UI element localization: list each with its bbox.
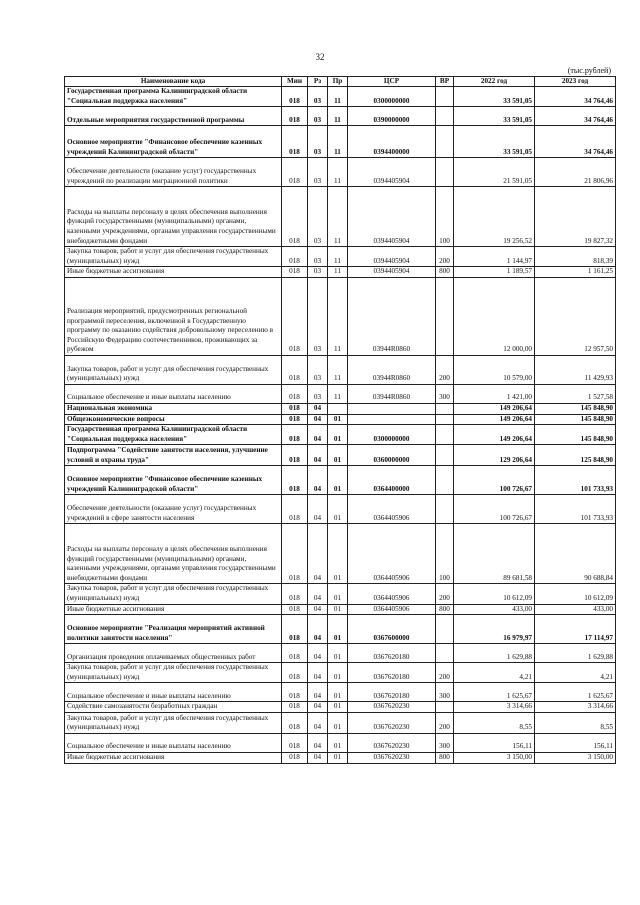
row-2022: 21 591,05	[454, 158, 535, 187]
table-row	[65, 702, 616, 713]
table-row	[65, 733, 616, 752]
row-pr: 01	[328, 615, 348, 644]
row-vr: 200	[436, 712, 454, 733]
table-row	[65, 384, 616, 403]
row-name: Государственная программа Калининградской области "Социальная поддержка населения"	[65, 425, 282, 445]
units-label: (тыс.рублей)	[567, 66, 611, 75]
row-csr: 0367600000	[348, 615, 436, 644]
row-csr: 0367620180	[348, 644, 436, 663]
row-2022: 3 314,66	[454, 702, 535, 713]
row-pr: 11	[328, 355, 348, 384]
row-vr: 800	[436, 267, 454, 278]
row-csr: 0364405906	[348, 524, 436, 584]
row-2023: 21 806,96	[535, 158, 616, 187]
row-pr: 01	[328, 445, 348, 466]
row-rz: 04	[308, 752, 328, 763]
row-min: 018	[282, 466, 308, 495]
row-rz: 03	[308, 267, 328, 278]
row-min: 018	[282, 615, 308, 644]
table-row	[65, 355, 616, 384]
row-rz: 03	[308, 87, 328, 107]
row-2023: 1 161,25	[535, 267, 616, 278]
row-name: Социальное обеспечение и иные выплаты населению	[65, 683, 282, 702]
row-csr: 0394400000	[348, 126, 436, 158]
row-2023: 10 612,09	[535, 584, 616, 604]
row-rz: 03	[308, 158, 328, 187]
row-min: 018	[282, 683, 308, 702]
row-2022: 129 206,64	[454, 445, 535, 466]
table-row	[65, 663, 616, 683]
row-rz: 04	[308, 466, 328, 495]
row-vr: 100	[436, 187, 454, 247]
row-name: Закупка товаров, работ и услуг для обеспечения государственных (муниципальных) нужд	[65, 712, 282, 733]
row-pr: 11	[328, 158, 348, 187]
row-name: Социальное обеспечение и иные выплаты населению	[65, 384, 282, 403]
row-csr: 03944R0860	[348, 277, 436, 355]
row-name: Общеэкономические вопросы	[65, 414, 282, 425]
row-pr: 11	[328, 247, 348, 267]
row-name: Иные бюджетные ассигнования	[65, 752, 282, 763]
row-pr: 01	[328, 663, 348, 683]
table-row	[65, 445, 616, 466]
row-2022: 33 591,05	[454, 87, 535, 107]
table-row	[65, 712, 616, 733]
table-row	[65, 247, 616, 267]
row-name: Отдельные мероприятия государственной программы	[65, 107, 282, 126]
row-rz: 03	[308, 187, 328, 247]
row-csr: 0367620230	[348, 752, 436, 763]
table-row	[65, 403, 616, 414]
row-vr: 100	[436, 524, 454, 584]
table-row	[65, 277, 616, 355]
row-min: 018	[282, 414, 308, 425]
row-rz: 03	[308, 126, 328, 158]
row-min: 018	[282, 712, 308, 733]
header-min: Мин	[282, 77, 308, 87]
table-row	[65, 425, 616, 445]
header-rz: Рз	[308, 77, 328, 87]
row-2022: 33 591,05	[454, 107, 535, 126]
row-vr	[436, 107, 454, 126]
row-name: Национальная экономика	[65, 403, 282, 414]
row-min: 018	[282, 126, 308, 158]
row-2022: 33 591,05	[454, 126, 535, 158]
row-pr: 01	[328, 414, 348, 425]
row-rz: 03	[308, 355, 328, 384]
row-name: Содействие самозанятости безработных граждан	[65, 702, 282, 713]
row-pr: 01	[328, 604, 348, 615]
row-name: Реализация мероприятий, предусмотренных региональной программой переселения, включенной в Государственную программу по оказанию содействия добровольному переселению в Российскую Федерацию соотечественников, проживающих за рубежом	[65, 277, 282, 355]
row-2023: 1 629,88	[535, 644, 616, 663]
row-min: 018	[282, 267, 308, 278]
row-2023: 125 848,90	[535, 445, 616, 466]
row-vr: 300	[436, 384, 454, 403]
row-name: Организация проведения оплачиваемых общественных работ	[65, 644, 282, 663]
row-vr	[436, 702, 454, 713]
row-min: 018	[282, 733, 308, 752]
table-row	[65, 752, 616, 763]
row-rz: 03	[308, 384, 328, 403]
row-csr: 0360000000	[348, 445, 436, 466]
row-name: Иные бюджетные ассигнования	[65, 267, 282, 278]
header-2022: 2022 год	[454, 77, 535, 87]
row-pr: 11	[328, 126, 348, 158]
row-2022: 149 206,64	[454, 425, 535, 445]
row-rz: 04	[308, 733, 328, 752]
row-2022: 19 256,52	[454, 187, 535, 247]
row-csr: 0367620230	[348, 702, 436, 713]
row-csr: 0300000000	[348, 87, 436, 107]
budget-table	[64, 76, 616, 764]
row-name: Закупка товаров, работ и услуг для обеспечения государственных (муниципальных) нужд	[65, 584, 282, 604]
row-2023: 12 957,50	[535, 277, 616, 355]
row-vr	[436, 87, 454, 107]
row-2023: 101 733,93	[535, 466, 616, 495]
row-2023: 433,00	[535, 604, 616, 615]
row-2023: 145 848,90	[535, 425, 616, 445]
row-rz: 04	[308, 615, 328, 644]
table-row	[65, 644, 616, 663]
table-row	[65, 466, 616, 495]
row-vr	[436, 615, 454, 644]
row-min: 018	[282, 584, 308, 604]
row-2023: 11 429,93	[535, 355, 616, 384]
row-2022: 12 000,00	[454, 277, 535, 355]
row-pr: 11	[328, 187, 348, 247]
row-rz: 04	[308, 663, 328, 683]
row-2022: 8,55	[454, 712, 535, 733]
row-2023: 3 314,66	[535, 702, 616, 713]
row-min: 018	[282, 445, 308, 466]
header-2023: 2023 год	[535, 77, 616, 87]
row-vr: 800	[436, 752, 454, 763]
row-csr: 0364400000	[348, 466, 436, 495]
row-name: Обеспечение деятельности (оказание услуг) государственных учреждений в сфере занятости населения	[65, 495, 282, 524]
table-row	[65, 107, 616, 126]
row-2022: 10 579,00	[454, 355, 535, 384]
row-2022: 156,11	[454, 733, 535, 752]
row-pr: 01	[328, 683, 348, 702]
row-min: 018	[282, 663, 308, 683]
row-2023: 818,39	[535, 247, 616, 267]
row-vr	[436, 644, 454, 663]
row-pr	[328, 403, 348, 414]
row-csr: 0367620230	[348, 712, 436, 733]
row-2022: 1 189,57	[454, 267, 535, 278]
row-2023: 34 764,46	[535, 107, 616, 126]
row-name: Закупка товаров, работ и услуг для обеспечения государственных (муниципальных) нужд	[65, 247, 282, 267]
row-min: 018	[282, 158, 308, 187]
row-min: 018	[282, 403, 308, 414]
row-2022: 1 629,88	[454, 644, 535, 663]
row-rz: 04	[308, 683, 328, 702]
row-name: Социальное обеспечение и иные выплаты населению	[65, 733, 282, 752]
row-2022: 1 421,00	[454, 384, 535, 403]
row-rz: 03	[308, 107, 328, 126]
row-rz: 03	[308, 277, 328, 355]
row-vr	[436, 414, 454, 425]
row-csr: 0364405906	[348, 495, 436, 524]
row-rz: 04	[308, 712, 328, 733]
row-min: 018	[282, 644, 308, 663]
row-2023: 1 625,67	[535, 683, 616, 702]
header-vr: ВР	[436, 77, 454, 87]
page-number: 32	[315, 52, 325, 62]
row-csr: 0390000000	[348, 107, 436, 126]
row-min: 018	[282, 187, 308, 247]
row-rz: 04	[308, 414, 328, 425]
table-row	[65, 524, 616, 584]
row-pr: 01	[328, 524, 348, 584]
row-name: Государственная программа Калининградской области "Социальная поддержка населения"	[65, 87, 282, 107]
row-rz: 04	[308, 702, 328, 713]
row-vr	[436, 445, 454, 466]
row-min: 018	[282, 247, 308, 267]
row-2022: 1 144,97	[454, 247, 535, 267]
row-pr: 11	[328, 107, 348, 126]
row-min: 018	[282, 495, 308, 524]
row-min: 018	[282, 384, 308, 403]
row-2022: 100 726,67	[454, 466, 535, 495]
row-2023: 3 150,00	[535, 752, 616, 763]
row-min: 018	[282, 87, 308, 107]
table-body	[65, 87, 616, 764]
row-csr: 0394405904	[348, 158, 436, 187]
row-csr: 0367620180	[348, 663, 436, 683]
row-pr: 01	[328, 712, 348, 733]
row-2022: 149 206,64	[454, 403, 535, 414]
row-csr: 0364405906	[348, 584, 436, 604]
row-2023: 90 688,84	[535, 524, 616, 584]
row-2023: 34 764,46	[535, 126, 616, 158]
table-row	[65, 126, 616, 158]
row-pr: 11	[328, 267, 348, 278]
row-vr: 300	[436, 683, 454, 702]
row-2023: 4,21	[535, 663, 616, 683]
row-2023: 145 848,90	[535, 414, 616, 425]
row-2023: 34 764,46	[535, 87, 616, 107]
table-row	[65, 267, 616, 278]
row-name: Иные бюджетные ассигнования	[65, 604, 282, 615]
row-csr: 0364405906	[348, 604, 436, 615]
row-csr	[348, 403, 436, 414]
row-min: 018	[282, 604, 308, 615]
row-min: 018	[282, 702, 308, 713]
row-rz: 04	[308, 524, 328, 584]
row-name: Закупка товаров, работ и услуг для обеспечения государственных (муниципальных) нужд	[65, 355, 282, 384]
table-row	[65, 187, 616, 247]
row-pr: 01	[328, 644, 348, 663]
row-rz: 04	[308, 495, 328, 524]
row-pr: 01	[328, 733, 348, 752]
row-min: 018	[282, 355, 308, 384]
row-pr: 01	[328, 584, 348, 604]
row-pr: 01	[328, 495, 348, 524]
row-pr: 01	[328, 466, 348, 495]
row-2023: 156,11	[535, 733, 616, 752]
row-2022: 4,21	[454, 663, 535, 683]
row-rz: 04	[308, 425, 328, 445]
row-vr	[436, 158, 454, 187]
table-row	[65, 158, 616, 187]
row-vr: 300	[436, 733, 454, 752]
row-pr: 01	[328, 702, 348, 713]
row-2023: 145 848,90	[535, 403, 616, 414]
row-2022: 16 979,97	[454, 615, 535, 644]
row-csr: 0300000000	[348, 425, 436, 445]
row-csr: 03944R0860	[348, 355, 436, 384]
row-rz: 04	[308, 445, 328, 466]
header-pr: Пр	[328, 77, 348, 87]
row-vr: 200	[436, 355, 454, 384]
row-rz: 04	[308, 604, 328, 615]
row-2022: 149 206,64	[454, 414, 535, 425]
row-2023: 17 114,97	[535, 615, 616, 644]
row-min: 018	[282, 752, 308, 763]
row-vr	[436, 425, 454, 445]
row-rz: 03	[308, 247, 328, 267]
table-row	[65, 414, 616, 425]
table-row	[65, 683, 616, 702]
row-vr	[436, 495, 454, 524]
table-row	[65, 584, 616, 604]
row-vr: 200	[436, 663, 454, 683]
row-min: 018	[282, 107, 308, 126]
row-name: Основное мероприятие "Финансовое обеспечение казенных учреждений Калининградской области"	[65, 126, 282, 158]
row-csr: 0394405904	[348, 267, 436, 278]
table-row	[65, 87, 616, 107]
row-2023: 101 733,93	[535, 495, 616, 524]
row-pr: 01	[328, 425, 348, 445]
row-min: 018	[282, 524, 308, 584]
row-2022: 89 681,58	[454, 524, 535, 584]
row-rz: 04	[308, 644, 328, 663]
row-name: Расходы на выплаты персоналу в целях обеспечения выполнения функций государственными (муниципальными) органами, казенными учреждениями, органами управления государственными внебюджетными фондами	[65, 187, 282, 247]
row-csr: 0394405904	[348, 247, 436, 267]
row-name: Обеспечение деятельности (оказание услуг) государственных учреждений по реализации миграционной политики	[65, 158, 282, 187]
header-name: Наименование кода	[65, 77, 282, 87]
row-csr	[348, 414, 436, 425]
row-name: Основное мероприятие "Финансовое обеспечение казенных учреждений Калининградской области"	[65, 466, 282, 495]
row-name: Расходы на выплаты персоналу в целях обеспечения выполнения функций государственными (муниципальными) органами, казенными учреждениями, органами управления государственными внебюджетными фондами	[65, 524, 282, 584]
row-vr: 200	[436, 247, 454, 267]
row-csr: 0367620230	[348, 733, 436, 752]
row-name: Основное мероприятие "Реализация мероприятий активной политики занятости населения"	[65, 615, 282, 644]
row-pr: 11	[328, 277, 348, 355]
table-row	[65, 604, 616, 615]
row-vr	[436, 403, 454, 414]
row-pr: 11	[328, 87, 348, 107]
row-vr	[436, 126, 454, 158]
row-vr: 800	[436, 604, 454, 615]
row-vr	[436, 466, 454, 495]
row-min: 018	[282, 277, 308, 355]
row-2023: 1 527,58	[535, 384, 616, 403]
row-2023: 8,55	[535, 712, 616, 733]
row-min: 018	[282, 425, 308, 445]
table-row	[65, 495, 616, 524]
row-vr: 200	[436, 584, 454, 604]
row-2022: 10 612,09	[454, 584, 535, 604]
table-header-row	[65, 77, 616, 87]
row-pr: 01	[328, 752, 348, 763]
row-name: Закупка товаров, работ и услуг для обеспечения государственных (муниципальных) нужд	[65, 663, 282, 683]
row-2022: 1 625,67	[454, 683, 535, 702]
row-csr: 0367620180	[348, 683, 436, 702]
row-csr: 0394405904	[348, 187, 436, 247]
table-row	[65, 615, 616, 644]
row-rz: 04	[308, 403, 328, 414]
header-csr: ЦСР	[348, 77, 436, 87]
row-csr: 03944R0860	[348, 384, 436, 403]
row-name: Подпрограмма "Содействие занятости населения, улучшение условий и охраны труда"	[65, 445, 282, 466]
row-rz: 04	[308, 584, 328, 604]
row-2023: 19 827,32	[535, 187, 616, 247]
row-2022: 433,00	[454, 604, 535, 615]
row-pr: 11	[328, 384, 348, 403]
row-2022: 100 726,67	[454, 495, 535, 524]
row-2022: 3 150,00	[454, 752, 535, 763]
row-vr	[436, 277, 454, 355]
